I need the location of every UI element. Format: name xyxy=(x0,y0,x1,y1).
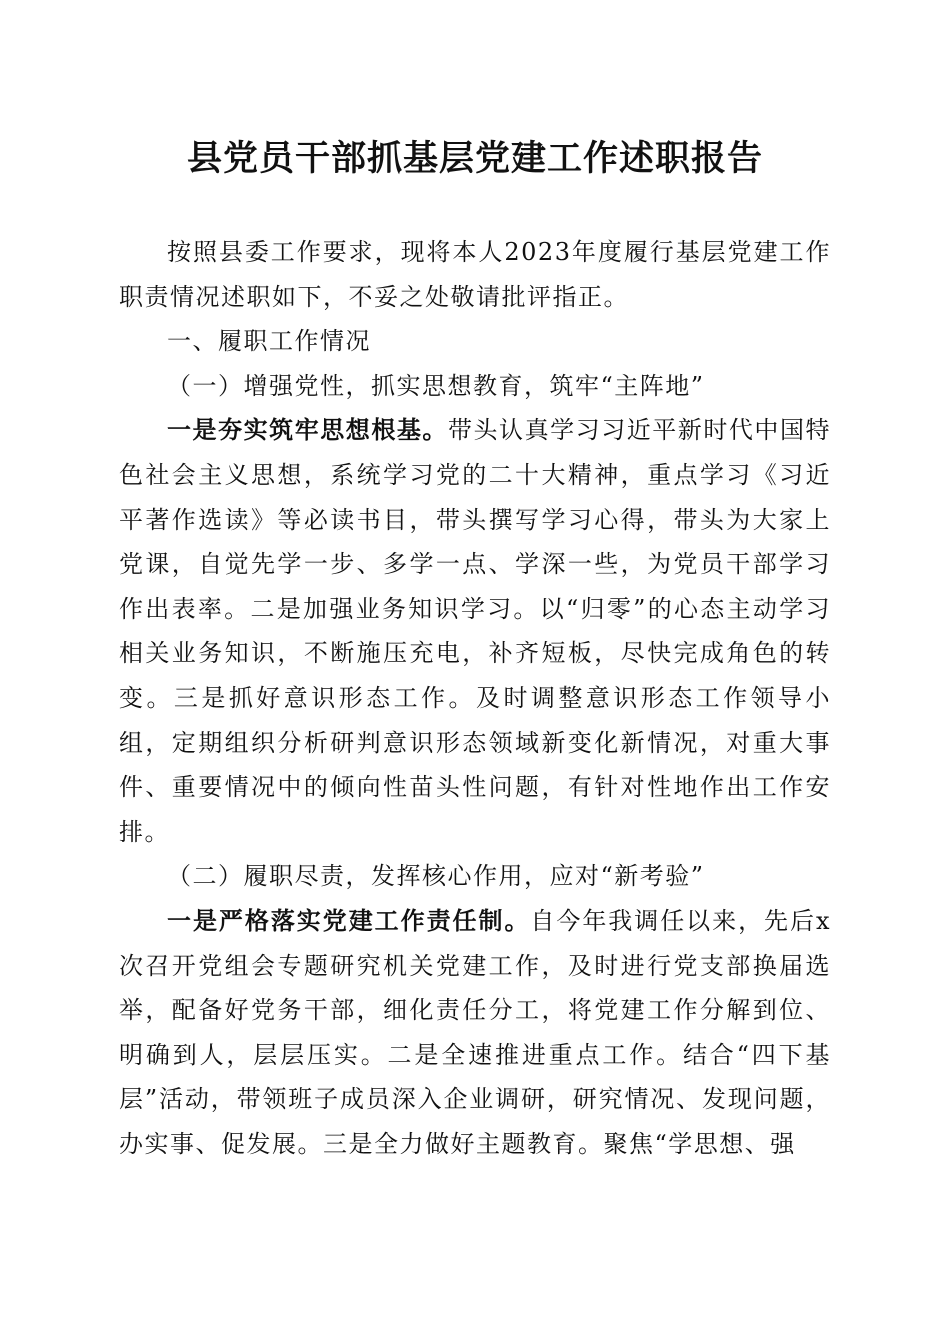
subsection-1-paragraph xyxy=(119,408,831,854)
document-body xyxy=(119,230,831,1166)
subsection-2-text: 自今年我调任以来，先后x次召开党组会专题研究机关党建工作，及时进行党支部换届选举，配备好党务干部，细化责任分工，将党建工作分解到位、明确到人，层层压实。二是全速推进重点工作。结合“四下基层”活动，带领班子成员深入企业调研，研究情况、发现问题，办实事、促发展。三是全力做好主题教育。聚焦“学思想、强 xyxy=(119,906,831,1158)
section-heading-1: 一、履职工作情况 xyxy=(167,327,371,356)
subsection-heading-1: （一）增强党性，抓实思想教育，筑牢“主阵地” xyxy=(167,371,705,400)
subsection-1-lead: 一是夯实筑牢思想根基。 xyxy=(167,415,448,445)
subsection-heading-2: （二）履职尽责，发挥核心作用，应对“新考验” xyxy=(167,862,705,891)
subsection-1-text: 带头认真学习习近平新时代中国特色社会主义思想，系统学习党的二十大精神，重点学习《习近平著作选读》等必读书目，带头撰写学习心得，带头为大家上党课，自觉先学一步、多学一点、学深一些，为党员干部学习作出表率。二是加强业务知识学习。以“归零”的心态主动学习相关业务知识，不断施压充电，补齐短板，尽快完成角色的转变。三是抓好意识形态工作。及时调整意识形态工作领导小组，定期组织分析研判意识形态领域新变化新情况，对重大事件、重要情况中的倾向性苗头性问题，有针对性地作出工作安排。 xyxy=(119,416,832,846)
subsection-2-lead: 一是严格落实党建工作责任制。 xyxy=(167,905,531,935)
document-title: 县党员干部抓基层党建工作述职报告 xyxy=(186,138,763,179)
intro-paragraph: 按照县委工作要求，现将本人2023年度履行基层党建工作职责情况述职如下，不妥之处敬请批评指正。 xyxy=(119,238,831,311)
subsection-2-paragraph xyxy=(119,899,831,1167)
